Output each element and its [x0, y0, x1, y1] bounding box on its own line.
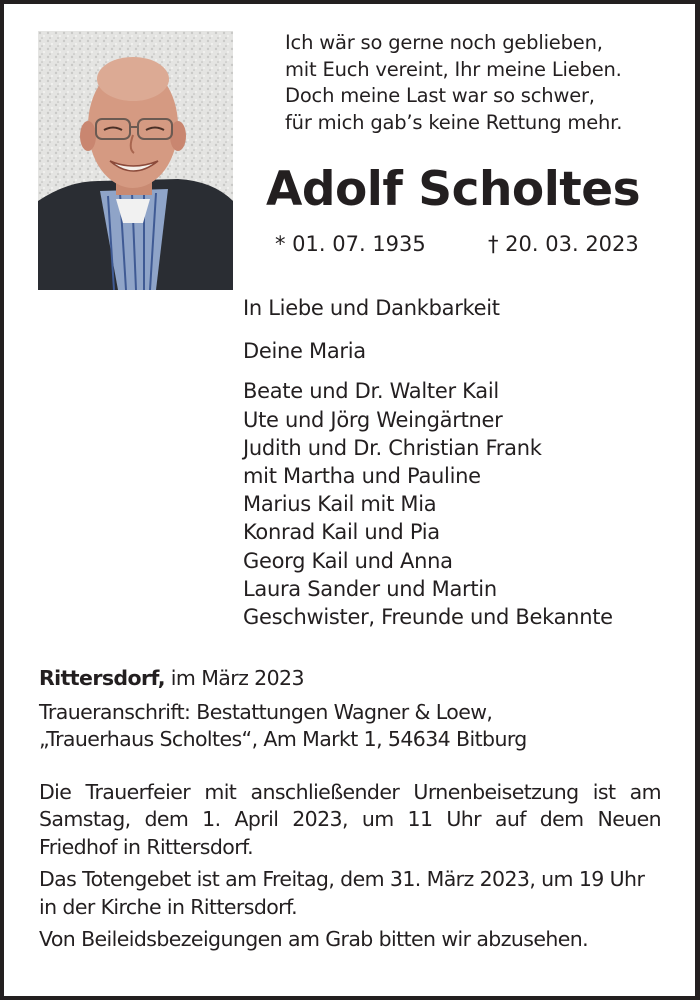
mourning-address [39, 699, 661, 754]
portrait-image-icon [38, 31, 233, 290]
poem-line: Ich wär so gerne noch geblieben, [285, 31, 603, 54]
poem-line: für mich gab’s keine Rettung mehr. [285, 110, 623, 134]
poem-line: mit Euch vereint, Ihr meine Lieben. [285, 57, 622, 81]
mourner-line: Judith und Dr. Christian Frank [243, 435, 542, 460]
mourner-line: Ute und Jörg Weingärtner [243, 407, 503, 432]
place-date-line [39, 665, 661, 693]
memorial-poem [285, 30, 622, 136]
poem-line: Doch meine Last war so schwer, [285, 84, 595, 107]
death-date: † 20. 03. 2023 [488, 232, 639, 256]
funeral-ceremony-info: Die Trauerfeier mit anschließender Urnenbeisetzung ist am Samstag, dem 1. April 2023, um 11 Uhr auf dem Neuen Friedhof in Rittersdorf. [39, 779, 661, 859]
obituary-notice [4, 4, 695, 996]
portrait-photo [38, 31, 233, 290]
mourner-line: Marius Kail mit Mia [243, 492, 437, 517]
prayer-info: Das Totengebet ist am Freitag, dem 31. März 2023, um 19 Uhr in der Kirche in Rittersdorf. [39, 867, 645, 919]
mourner-line: Beate und Dr. Walter Kail [243, 379, 499, 404]
address-line: „Trauerhaus Scholtes“, Am Markt 1, 54634 Bitburg [39, 727, 527, 751]
mourner-line: Laura Sander und Martin [243, 576, 497, 601]
place-date: im März 2023 [164, 666, 304, 690]
address-line: Traueranschrift: Bestattungen Wagner & Loew, [39, 699, 493, 724]
service-details [39, 665, 661, 954]
place-name: Rittersdorf, [39, 666, 165, 690]
mourner-line: mit Martha und Pauline [243, 464, 481, 489]
spouse-name: Deine Maria [243, 339, 366, 364]
mourner-line: Geschwister, Freunde und Bekannte [243, 605, 613, 630]
mourners-list [243, 294, 613, 631]
mourner-line: Georg Kail und Anna [243, 548, 453, 573]
condolence-request: Von Beileidsbezeigungen am Grab bitten wir abzusehen. [39, 927, 589, 951]
mourners-intro: In Liebe und Dankbarkeit [243, 296, 500, 320]
mourner-line: Konrad Kail und Pia [243, 520, 440, 545]
birth-date: * 01. 07. 1935 [275, 232, 426, 256]
deceased-name: Adolf Scholtes [266, 162, 641, 217]
